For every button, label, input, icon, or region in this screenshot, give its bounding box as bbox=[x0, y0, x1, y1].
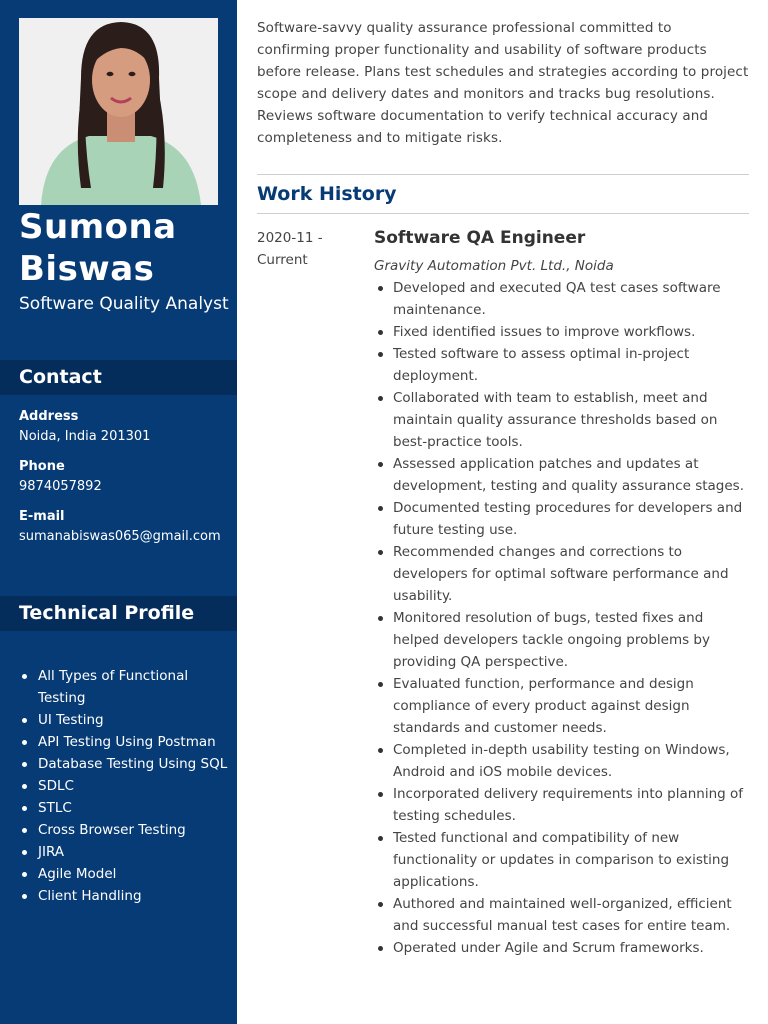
profile-photo-illustration bbox=[19, 18, 218, 205]
last-name: Biswas bbox=[19, 249, 155, 289]
job-date-end: Current bbox=[257, 252, 308, 268]
candidate-name bbox=[19, 206, 229, 290]
list-item: Recommended changes and corrections to developers for optimal software performance and usability. bbox=[374, 541, 752, 607]
email-block bbox=[19, 508, 224, 548]
list-item: STLC bbox=[19, 797, 229, 819]
list-item: Client Handling bbox=[19, 885, 229, 907]
address-label: Address bbox=[19, 409, 79, 424]
list-item: Incorporated delivery requirements into planning of testing schedules. bbox=[374, 783, 752, 827]
technical-profile-heading: Technical Profile bbox=[0, 596, 237, 631]
list-item: UI Testing bbox=[19, 709, 229, 731]
job-company: Gravity Automation Pvt. Ltd., Noida bbox=[374, 258, 614, 274]
technical-profile-list bbox=[19, 665, 229, 907]
job-title: Software QA Engineer bbox=[374, 228, 586, 248]
list-item: Documented testing procedures for developers and future testing use. bbox=[374, 497, 752, 541]
email-link[interactable]: sumanabiswas065@gmail.com bbox=[19, 529, 221, 544]
job-date-start: 2020-11 - bbox=[257, 230, 323, 246]
list-item: Agile Model bbox=[19, 863, 229, 885]
list-item: SDLC bbox=[19, 775, 229, 797]
list-item: Tested functional and compatibility of new functionality or updates in comparison to existing applications. bbox=[374, 827, 752, 893]
sidebar bbox=[0, 0, 237, 1024]
phone-block bbox=[19, 458, 224, 498]
list-item: Collaborated with team to establish, meet and maintain quality assurance thresholds based on best-practice tools. bbox=[374, 387, 752, 453]
email-label: E-mail bbox=[19, 509, 65, 524]
professional-summary: Software-savvy quality assurance professional committed to confirming proper functionality and usability of software products before release. Plans test schedules and strategies according to project scope and delivery dates and monitors and tracks bug resolutions. Reviews software documentation to verify technical accuracy and completeness and to mitigate risks. bbox=[257, 20, 749, 146]
list-item: Assessed application patches and updates at development, testing and quality assurance stages. bbox=[374, 453, 752, 497]
first-name: Sumona bbox=[19, 207, 177, 247]
list-item: Operated under Agile and Scrum frameworks. bbox=[374, 937, 752, 959]
address-value: Noida, India 201301 bbox=[19, 429, 151, 444]
list-item: Cross Browser Testing bbox=[19, 819, 229, 841]
job-date-range bbox=[257, 227, 357, 271]
list-item: API Testing Using Postman bbox=[19, 731, 229, 753]
contact-heading: Contact bbox=[0, 360, 237, 395]
address-block bbox=[19, 408, 224, 448]
list-item: JIRA bbox=[19, 841, 229, 863]
list-item: Database Testing Using SQL bbox=[19, 753, 229, 775]
list-item: Evaluated function, performance and design compliance of every product against design standards and customer needs. bbox=[374, 673, 752, 739]
candidate-title: Software Quality Analyst bbox=[19, 294, 229, 314]
list-item: Monitored resolution of bugs, tested fixes and helped developers tackle ongoing problems by providing QA perspective. bbox=[374, 607, 752, 673]
section-divider-bottom bbox=[257, 213, 749, 214]
list-item: Authored and maintained well-organized, efficient and successful manual test cases for entire team. bbox=[374, 893, 752, 937]
work-history-heading: Work History bbox=[257, 183, 397, 205]
list-item: Developed and executed QA test cases software maintenance. bbox=[374, 277, 752, 321]
list-item: All Types of Functional Testing bbox=[19, 665, 229, 709]
list-item: Fixed identified issues to improve workflows. bbox=[374, 321, 752, 343]
phone-value: 9874057892 bbox=[19, 479, 102, 494]
list-item: Tested software to assess optimal in-project deployment. bbox=[374, 343, 752, 387]
job-duties-list bbox=[374, 277, 752, 959]
list-item: Completed in-depth usability testing on Windows, Android and iOS mobile devices. bbox=[374, 739, 752, 783]
profile-photo bbox=[19, 18, 218, 205]
section-divider-top bbox=[257, 174, 749, 175]
phone-label: Phone bbox=[19, 459, 65, 474]
